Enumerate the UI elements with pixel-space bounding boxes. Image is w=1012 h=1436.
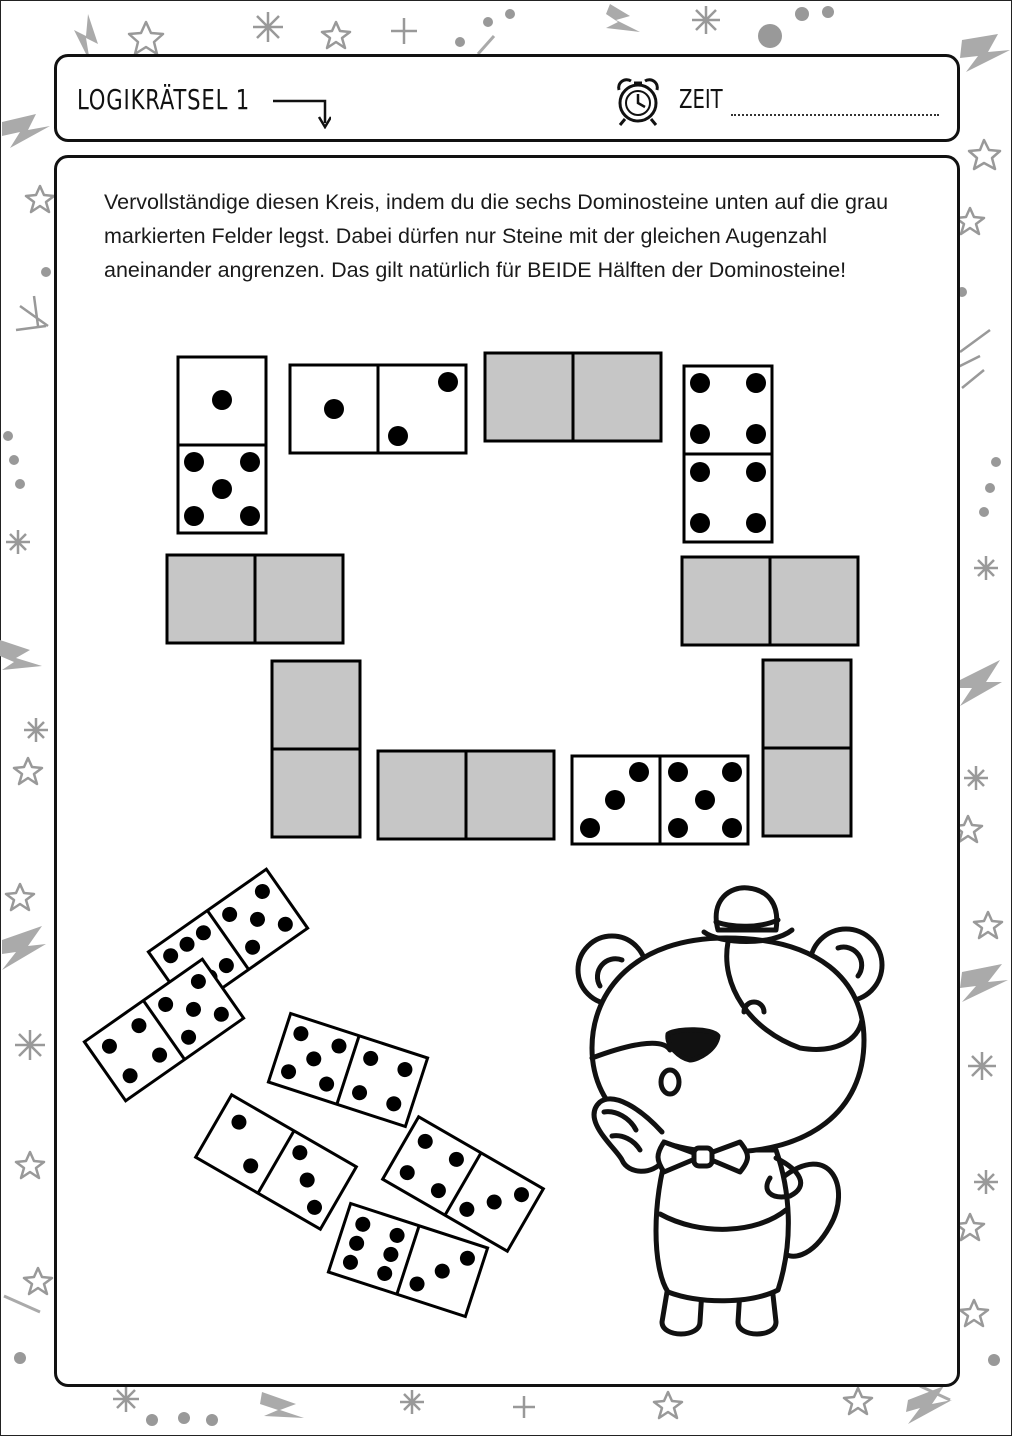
puzzle-title: LOGIKRÄTSEL 1 bbox=[77, 83, 251, 116]
domino-tile-3-5 bbox=[572, 756, 748, 844]
bear-body bbox=[656, 1150, 788, 1301]
domino-slot[interactable] bbox=[378, 751, 554, 839]
domino-slot[interactable] bbox=[485, 353, 661, 441]
instructions-text: Vervollständige diesen Kreis, indem du die sechs Dominosteine unten auf die grau markierten Felder legst. Dabei dürfen nur Steine mit der gleichen Augenzahl aneinander angrenzen. Das gilt natürlich für BEIDE Hälften der Dominosteine! bbox=[104, 190, 889, 282]
domino-slot[interactable] bbox=[763, 660, 851, 836]
bear-mouth bbox=[661, 1070, 679, 1094]
loose-domino-2-3[interactable] bbox=[196, 1095, 357, 1229]
domino-tile-1-2 bbox=[290, 365, 466, 453]
bear-illustration bbox=[578, 888, 882, 1334]
time-label: ZEIT bbox=[679, 85, 723, 115]
domino-slot[interactable] bbox=[272, 661, 360, 837]
domino-slot[interactable] bbox=[167, 555, 343, 643]
domino-slot[interactable] bbox=[682, 557, 858, 645]
loose-domino-5-4[interactable] bbox=[268, 1014, 427, 1127]
domino-tile-4-4 bbox=[684, 366, 772, 542]
domino-tile-1-5 bbox=[178, 357, 266, 533]
